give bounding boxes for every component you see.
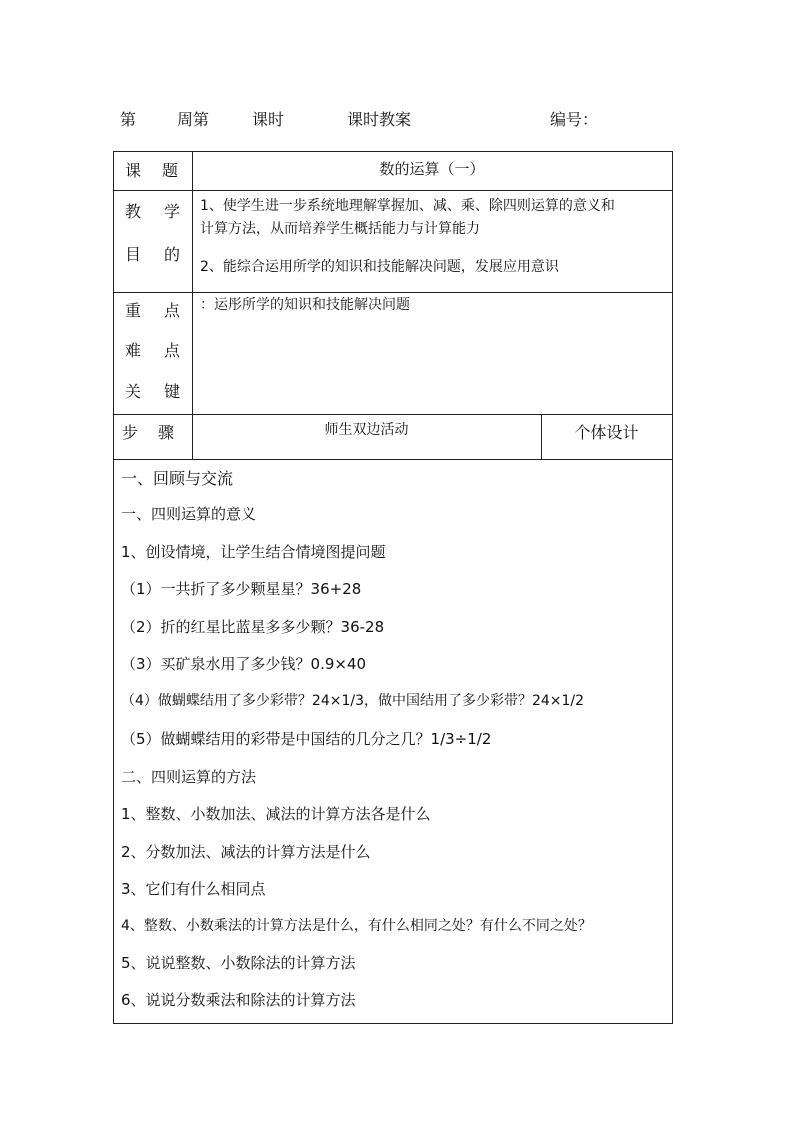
- label-key-point-1: 重: [125, 301, 142, 320]
- label-steps-2: 骤: [158, 423, 175, 442]
- body-line-12: 3、它们有什么相同点: [121, 880, 266, 898]
- header-serial-number: 编号：: [550, 110, 599, 129]
- body-line-4: （1）一共折了多少颗星星？36+28: [121, 580, 362, 598]
- body-line-5: （2）折的红星比蓝星多多少颗？36-28: [121, 618, 385, 636]
- goal-line-3: 2、能综合运用所学的知识和技能解决问题，发展应用意识: [200, 259, 559, 275]
- header-lesson-plan: 课时教案: [347, 110, 412, 129]
- label-difficulty-2: 点: [164, 341, 181, 360]
- activity-column-header: 师生双边活动: [324, 422, 409, 438]
- goal-line-2: 计算方法，从而培养学生概括能力与计算能力: [200, 221, 480, 237]
- label-crux-1: 关: [125, 382, 142, 401]
- label-topic-2: 题: [162, 161, 179, 180]
- body-line-3: 1、创设情境，让学生结合情境图提问题: [121, 543, 386, 561]
- body-line-14: 5、说说整数、小数除法的计算方法: [121, 954, 356, 972]
- design-column-header: 个体设计: [574, 423, 639, 442]
- body-line-7: （4）做蝴蝶结用了多少彩带？24×1/3，做中国结用了多少彩带？24×1/2: [121, 693, 585, 709]
- header-period: 课时: [252, 110, 285, 129]
- row-divider: [114, 190, 672, 191]
- label-goal-2: 学: [164, 202, 181, 221]
- column-divider: [192, 152, 193, 459]
- body-line-15: 6、说说分数乘法和除法的计算方法: [121, 991, 356, 1009]
- lesson-title: 数的运算（一）: [379, 160, 485, 178]
- lesson-header: [0, 107, 794, 129]
- label-steps-1: 步: [122, 423, 139, 442]
- header-week-prefix: 第: [120, 110, 137, 129]
- body-line-13: 4、整数、小数乘法的计算方法是什么，有什么相同之处？有什么不同之处？: [121, 918, 592, 934]
- body-line-6: （3）买矿泉水用了多少钱？0.9×40: [121, 655, 367, 673]
- body-line-11: 2、分数加法、减法的计算方法是什么: [121, 843, 371, 861]
- row-divider: [114, 414, 672, 415]
- row-divider: [114, 292, 672, 293]
- goal-line-1: 1、使学生进一步系统地理解掌握加、减、乘、除四则运算的意义和: [200, 198, 615, 214]
- label-difficulty-1: 难: [125, 341, 142, 360]
- label-goal-4: 的: [164, 245, 181, 264]
- label-goal-1: 教: [125, 202, 142, 221]
- row-divider: [114, 459, 672, 460]
- focus-text: ：运彤所学的知识和技能解决问题: [200, 297, 410, 313]
- body-line-2: 一、四则运算的意义: [121, 505, 257, 523]
- label-topic-1: 课: [125, 161, 142, 180]
- body-line-9: 二、四则运算的方法: [121, 768, 257, 786]
- header-week-lesson: 周第: [177, 110, 210, 129]
- label-goal-3: 目: [125, 245, 142, 264]
- body-line-8: （5）做蝴蝶结用的彩带是中国结的几分之几？1/3÷1/2: [121, 730, 492, 748]
- label-key-point-2: 点: [164, 301, 181, 320]
- label-crux-2: 键: [164, 382, 181, 401]
- body-line-10: 1、整数、小数加法、减法的计算方法各是什么: [121, 805, 431, 823]
- body-line-1: 一、回顾与交流: [121, 469, 234, 488]
- lesson-plan-table: [113, 151, 673, 1024]
